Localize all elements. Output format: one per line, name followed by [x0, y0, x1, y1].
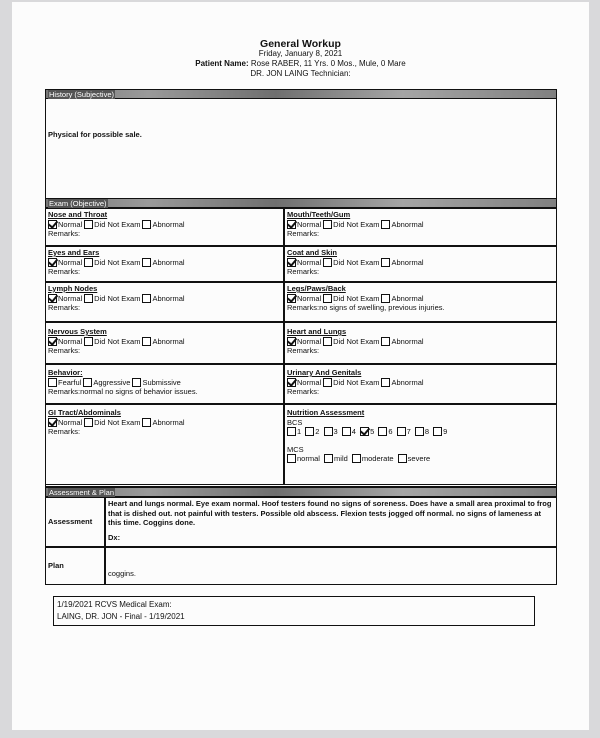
- urinary-abnormal-checkbox[interactable]: [381, 378, 390, 387]
- nervous-remarks-label: Remarks:: [48, 346, 81, 355]
- mcs-label: MCS: [287, 444, 304, 454]
- assessment-text-cell: [105, 497, 557, 547]
- coat-normal-label: Normal: [297, 257, 322, 267]
- nutrition-title: Nutrition Assessment: [287, 408, 365, 417]
- coat-dne-checkbox[interactable]: [323, 258, 332, 267]
- nose-normal-label: Normal: [58, 219, 83, 229]
- legs-abnormal-label: Abnormal: [391, 293, 424, 303]
- mcs-moderate-checkbox[interactable]: [352, 454, 361, 463]
- coat-normal-checkbox[interactable]: [287, 258, 296, 267]
- gi-abnormal-checkbox[interactable]: [142, 418, 151, 427]
- eyes-dne-checkbox[interactable]: [84, 258, 93, 267]
- nervous-normal-label: Normal: [58, 336, 83, 346]
- behavior-aggressive-checkbox[interactable]: [83, 378, 92, 387]
- gi-abnormal-label: Abnormal: [152, 417, 185, 427]
- bcs-2-checkbox[interactable]: [305, 427, 314, 436]
- eyes-normal-label: Normal: [58, 257, 83, 267]
- behavior-remarks: normal no signs of behavior issues.: [80, 387, 198, 396]
- nervous-dne-checkbox[interactable]: [84, 337, 93, 346]
- mouth-normal-label: Normal: [297, 219, 322, 229]
- patient-label: Patient Name:: [195, 59, 249, 68]
- patient-line: [12, 59, 589, 69]
- document-title-block: [12, 39, 589, 79]
- heart-title: Heart and Lungs: [287, 327, 347, 336]
- exam-date: Friday, January 8, 2021: [258, 49, 343, 58]
- gi-normal-checkbox[interactable]: [48, 418, 57, 427]
- bcs-4-label: 4: [351, 427, 356, 436]
- assessment-label-cell: [45, 497, 105, 547]
- mouth-title: Mouth/Teeth/Gum: [287, 210, 351, 219]
- eyes-normal-checkbox[interactable]: [48, 258, 57, 267]
- gi-normal-label: Normal: [58, 417, 83, 427]
- doctor-line: DR. JON LAING Technician:: [250, 69, 351, 78]
- plan-label-cell: [45, 547, 105, 585]
- legs-abnormal-checkbox[interactable]: [381, 294, 390, 303]
- heart-remarks-label: Remarks:: [287, 346, 320, 355]
- legs-paws-section: [284, 282, 557, 322]
- legs-normal-label: Normal: [297, 293, 322, 303]
- behavior-submissive-checkbox[interactable]: [132, 378, 141, 387]
- behavior-section: [45, 364, 284, 404]
- mcs-options: [287, 454, 554, 464]
- nervous-normal-checkbox[interactable]: [48, 337, 57, 346]
- lymph-title: Lymph Nodes: [48, 284, 98, 293]
- bcs-9-label: 9: [443, 427, 448, 436]
- footer-line-2: LAING, DR. JON - Final - 1/19/2021: [57, 612, 185, 621]
- nervous-abnormal-label: Abnormal: [152, 336, 185, 346]
- signature-footer: [53, 596, 535, 626]
- bcs-7-label: 7: [406, 427, 411, 436]
- eyes-abnormal-checkbox[interactable]: [142, 258, 151, 267]
- heart-normal-checkbox[interactable]: [287, 337, 296, 346]
- mcs-normal-label: normal: [297, 454, 320, 463]
- lymph-nodes-section: [45, 282, 284, 322]
- mcs-moderate-label: moderate: [361, 454, 394, 463]
- heart-abnormal-checkbox[interactable]: [381, 337, 390, 346]
- plan-text-cell: [105, 547, 557, 585]
- plan-label: Plan: [48, 561, 64, 570]
- history-bar-label: History (Subjective): [49, 90, 115, 99]
- urinary-dne-label: Did Not Exam: [333, 377, 380, 387]
- lymph-dne-label: Did Not Exam: [94, 293, 141, 303]
- behavior-remarks-label: Remarks:: [48, 387, 81, 396]
- lymph-normal-label: Normal: [58, 293, 83, 303]
- eyes-abnormal-label: Abnormal: [152, 257, 185, 267]
- lymph-abnormal-label: Abnormal: [152, 293, 185, 303]
- coat-abnormal-label: Abnormal: [391, 257, 424, 267]
- bcs-8-label: 8: [424, 427, 430, 436]
- mouth-normal-checkbox[interactable]: [287, 220, 296, 229]
- mcs-severe-label: severe: [407, 454, 431, 463]
- coat-abnormal-checkbox[interactable]: [381, 258, 390, 267]
- bcs-7-checkbox[interactable]: [397, 427, 406, 436]
- bcs-1-checkbox[interactable]: [287, 427, 296, 436]
- behavior-submissive-label: Submissive: [142, 377, 181, 387]
- behavior-fearful-checkbox[interactable]: [48, 378, 57, 387]
- nose-abnormal-label: Abnormal: [152, 219, 185, 229]
- nose-dne-checkbox[interactable]: [84, 220, 93, 229]
- urinary-dne-checkbox[interactable]: [323, 378, 332, 387]
- history-bar: [45, 89, 557, 99]
- bcs-1-label: 1: [297, 427, 302, 436]
- nose-throat-title: Nose and Throat: [48, 210, 108, 219]
- lymph-abnormal-checkbox[interactable]: [142, 294, 151, 303]
- gi-remarks-label: Remarks:: [48, 427, 81, 436]
- coat-title: Coat and Skin: [287, 248, 338, 257]
- behavior-title: Behavior:: [48, 368, 83, 377]
- nose-remarks-label: Remarks:: [48, 229, 81, 238]
- lymph-remarks-label: Remarks:: [48, 303, 81, 312]
- urinary-normal-checkbox[interactable]: [287, 378, 296, 387]
- legs-remarks-label: Remarks:: [287, 303, 320, 312]
- assessment-plan-bar: [45, 487, 557, 497]
- legs-dne-label: Did Not Exam: [333, 293, 380, 303]
- bcs-options: [287, 427, 554, 437]
- legs-remarks: no signs of swelling, previous injuries.: [319, 303, 445, 312]
- bcs-6-checkbox[interactable]: [378, 427, 387, 436]
- nose-abnormal-checkbox[interactable]: [142, 220, 151, 229]
- gi-tract-section: [45, 404, 284, 485]
- exam-bar-label: Exam (Objective): [49, 199, 107, 208]
- mcs-mild-checkbox[interactable]: [324, 454, 333, 463]
- heart-abnormal-label: Abnormal: [391, 336, 424, 346]
- bcs-5-checkbox[interactable]: [360, 427, 369, 436]
- plan-text: coggins.: [108, 569, 136, 578]
- behavior-aggressive-label: Aggressive: [93, 377, 131, 387]
- bcs-label: BCS: [287, 417, 303, 427]
- nervous-title: Nervous System: [48, 327, 107, 336]
- eyes-title: Eyes and Ears: [48, 248, 100, 257]
- gi-dne-label: Did Not Exam: [94, 417, 141, 427]
- history-text: Physical for possible sale.: [48, 130, 142, 139]
- bcs-2-label: 2: [315, 427, 320, 436]
- nose-normal-checkbox[interactable]: [48, 220, 57, 229]
- urinary-title: Urinary And Genitals: [287, 368, 362, 377]
- exam-bar: [45, 198, 557, 208]
- lymph-dne-checkbox[interactable]: [84, 294, 93, 303]
- nose-throat-section: [45, 208, 284, 246]
- urinary-abnormal-label: Abnormal: [391, 377, 424, 387]
- heart-lungs-section: [284, 322, 557, 364]
- eyes-remarks-label: Remarks:: [48, 267, 81, 276]
- heart-normal-label: Normal: [297, 336, 322, 346]
- heart-dne-checkbox[interactable]: [323, 337, 332, 346]
- dx-label: Dx:: [108, 532, 121, 542]
- mouth-dne-checkbox[interactable]: [323, 220, 332, 229]
- urinary-remarks-label: Remarks:: [287, 387, 320, 396]
- eyes-ears-section: [45, 246, 284, 282]
- nutrition-section: [284, 404, 557, 485]
- bcs-5-label: 5: [370, 427, 375, 436]
- mouth-dne-label: Did Not Exam: [333, 219, 380, 229]
- lymph-normal-checkbox[interactable]: [48, 294, 57, 303]
- document-title: General Workup: [260, 38, 341, 50]
- gi-dne-checkbox[interactable]: [84, 418, 93, 427]
- nervous-dne-label: Did Not Exam: [94, 336, 141, 346]
- coat-remarks-label: Remarks:: [287, 267, 320, 276]
- coat-skin-section: [284, 246, 557, 282]
- coat-dne-label: Did Not Exam: [333, 257, 380, 267]
- gi-title: GI Tract/Abdominals: [48, 408, 121, 417]
- mouth-teeth-section: [284, 208, 557, 246]
- behavior-fearful-label: Fearful: [58, 377, 82, 387]
- urinary-normal-label: Normal: [297, 377, 322, 387]
- mouth-abnormal-checkbox[interactable]: [381, 220, 390, 229]
- assessment-label: Assessment: [48, 517, 93, 527]
- nervous-system-section: [45, 322, 284, 364]
- legs-title: Legs/Paws/Back: [287, 284, 346, 293]
- mcs-normal-checkbox[interactable]: [287, 454, 296, 463]
- legs-normal-checkbox[interactable]: [287, 294, 296, 303]
- mcs-severe-checkbox[interactable]: [398, 454, 407, 463]
- bcs-3-label: 3: [333, 427, 338, 436]
- footer-line-1: 1/19/2021 RCVS Medical Exam:: [57, 600, 172, 609]
- urinary-genitals-section: [284, 364, 557, 404]
- assessment-plan-bar-label: Assessment & Plan: [49, 488, 115, 497]
- mcs-mild-label: mild: [334, 454, 348, 463]
- mouth-remarks-label: Remarks:: [287, 229, 320, 238]
- heart-dne-label: Did Not Exam: [333, 336, 380, 346]
- legs-dne-checkbox[interactable]: [323, 294, 332, 303]
- bcs-6-label: 6: [388, 427, 393, 436]
- assessment-text: Heart and lungs normal. Eye exam normal. Hoof testers found no signs of soreness. Does have a small area proximal to frog that is dished out. not painful with testers. Possible old abscess. Flexion tests jogged off normal. no signs of lameness at this time. Coggins done.: [108, 499, 552, 527]
- document-page: [12, 2, 589, 730]
- patient-value: Rose RABER, 11 Yrs. 0 Mos., Mule, 0 Mare: [250, 59, 406, 68]
- bcs-9-checkbox[interactable]: [433, 427, 442, 436]
- nervous-abnormal-checkbox[interactable]: [142, 337, 151, 346]
- mouth-abnormal-label: Abnormal: [391, 219, 424, 229]
- nose-dne-label: Did Not Exam: [94, 219, 141, 229]
- bcs-3-checkbox[interactable]: [324, 427, 333, 436]
- bcs-4-checkbox[interactable]: [342, 427, 351, 436]
- bcs-8-checkbox[interactable]: [415, 427, 424, 436]
- eyes-dne-label: Did Not Exam: [94, 257, 141, 267]
